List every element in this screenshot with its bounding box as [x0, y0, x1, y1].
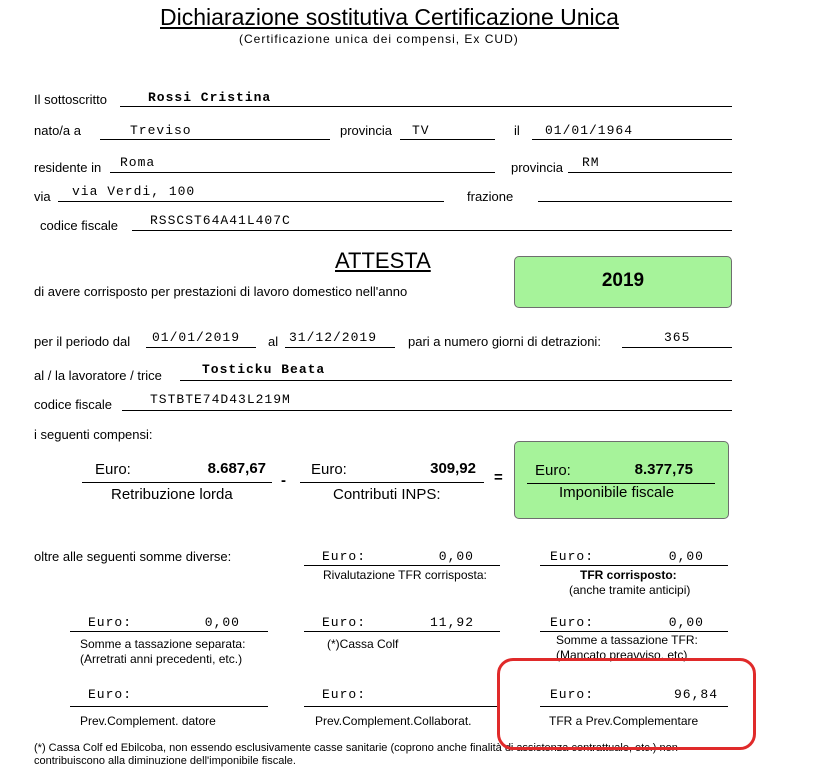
birth-date-label: il	[514, 123, 520, 138]
residence-city-underline	[110, 172, 495, 173]
rivalutazione-underline	[304, 565, 500, 566]
colf-label: (*)Cassa Colf	[327, 637, 399, 651]
lorda-value[interactable]: 8.687,67	[207, 460, 266, 477]
inps-underline	[300, 482, 484, 483]
tassazione-tfr-note: (Mancato preavviso, etc)	[556, 648, 688, 662]
residence-prov-field[interactable]: RM	[582, 155, 600, 170]
born-prov-underline	[400, 139, 495, 140]
tfr-label: TFR corrisposto:	[580, 568, 677, 582]
highlight-annotation	[497, 658, 756, 750]
frazione-underline	[538, 201, 732, 202]
lorda-underline	[82, 482, 272, 483]
born-prov-field[interactable]: TV	[412, 123, 430, 138]
diverse-label: oltre alle seguenti somme diverse:	[34, 549, 232, 564]
tfr-prev-currency: Euro:	[550, 687, 595, 702]
colf-value[interactable]: 11,92	[429, 615, 474, 630]
worker-name-underline	[180, 380, 732, 381]
lorda-label: Retribuzione lorda	[111, 486, 233, 503]
sottoscritto-label: Il sottoscritto	[34, 92, 107, 107]
tassazione-tfr-currency: Euro:	[550, 615, 595, 630]
lorda-currency: Euro:	[95, 461, 131, 478]
birth-date-underline	[532, 139, 732, 140]
cf-underline	[132, 230, 732, 231]
imponibile-currency: Euro:	[535, 462, 571, 479]
street-field[interactable]: via Verdi, 100	[72, 184, 196, 199]
collab-underline	[304, 706, 500, 707]
worker-cf-label: codice fiscale	[34, 397, 113, 412]
separata-note: (Arretrati anni precedenti, etc.)	[80, 652, 243, 666]
tassazione-tfr-value[interactable]: 0,00	[668, 615, 704, 630]
rivalutazione-currency: Euro:	[322, 549, 367, 564]
cf-field[interactable]: RSSCST64A41L407C	[150, 213, 291, 228]
worker-name-field[interactable]: Tosticku Beata	[202, 362, 326, 377]
colf-currency: Euro:	[322, 615, 367, 630]
cf-label: codice fiscale	[40, 218, 119, 233]
born-prov-label: provincia	[340, 123, 393, 138]
period-to-label: al	[268, 334, 279, 349]
colf-underline	[304, 631, 500, 632]
worker-cf-underline	[122, 410, 732, 411]
residence-city-field[interactable]: Roma	[120, 155, 156, 170]
tfr-prev-label: TFR a Prev.Complementare	[549, 714, 699, 728]
tfr-prev-value[interactable]: 96,84	[673, 687, 718, 702]
footnote-line-1: (*) Cassa Colf ed Ebilcoba, non essendo esclusivamente casse sanitarie (coprono anche finalità di assistenza contrattuale, etc.) non	[34, 742, 678, 754]
period-to-underline	[285, 347, 395, 348]
tfr-note: (anche tramite anticipi)	[569, 583, 691, 597]
residence-label: residente in	[34, 160, 102, 175]
footnote-line-2: contribuiscono alla diminuzione dell'imponibile fiscale.	[34, 755, 296, 767]
minus-sign: -	[281, 472, 286, 489]
datore-label: Prev.Complement. datore	[80, 714, 216, 728]
residence-prov-label: provincia	[511, 160, 564, 175]
sottoscritto-name-field[interactable]: Rossi Cristina	[148, 90, 272, 105]
period-from-underline	[146, 347, 256, 348]
equals-sign: =	[494, 469, 503, 486]
tassazione-tfr-label: Somme a tassazione TFR:	[556, 633, 698, 647]
born-city-field[interactable]: Treviso	[130, 123, 192, 138]
period-from-label: per il periodo dal	[34, 334, 131, 349]
rivalutazione-value[interactable]: 0,00	[438, 549, 474, 564]
born-label: nato/a a	[34, 123, 81, 138]
separata-underline	[70, 631, 268, 632]
year-value: 2019	[601, 270, 645, 291]
attesta-text: di avere corrisposto per prestazioni di lavoro domestico nell'anno	[34, 284, 408, 299]
collab-currency: Euro:	[322, 687, 367, 702]
residence-prov-underline	[568, 172, 732, 173]
separata-label: Somme a tassazione separata:	[80, 637, 246, 651]
worker-label: al / la lavoratore / trice	[34, 368, 162, 383]
tassazione-tfr-underline	[540, 631, 728, 632]
inps-label: Contributi INPS:	[333, 486, 441, 503]
separata-currency: Euro:	[88, 615, 133, 630]
period-from-field[interactable]: 01/01/2019	[152, 330, 241, 345]
imponibile-value: 8.377,75	[634, 461, 693, 478]
tfr-currency: Euro:	[550, 549, 595, 564]
collab-label: Prev.Complement.Collaborat.	[315, 714, 472, 728]
days-field[interactable]: 365	[664, 330, 691, 345]
compensi-label: i seguenti compensi:	[34, 427, 153, 442]
days-label: pari a numero giorni di detrazioni:	[408, 334, 601, 349]
page-title: Dichiarazione sostitutiva Certificazione Unica	[160, 4, 619, 30]
imponibile-label: Imponibile fiscale	[559, 484, 675, 501]
inps-currency: Euro:	[311, 461, 347, 478]
tfr-underline	[540, 565, 728, 566]
street-label: via	[34, 189, 51, 204]
street-underline	[58, 201, 444, 202]
datore-underline	[70, 706, 268, 707]
datore-currency: Euro:	[88, 687, 133, 702]
frazione-label: frazione	[467, 189, 514, 204]
birth-date-field[interactable]: 01/01/1964	[545, 123, 634, 138]
year-box[interactable]	[514, 256, 732, 308]
worker-cf-field[interactable]: TSTBTE74D43L219M	[150, 392, 291, 407]
imponibile-box[interactable]	[514, 441, 729, 519]
sottoscritto-name-underline	[120, 106, 732, 107]
days-underline	[622, 347, 732, 348]
born-city-underline	[100, 139, 330, 140]
page-subtitle: (Certificazione unica dei compensi, Ex CUD)	[239, 32, 519, 46]
tfr-value[interactable]: 0,00	[668, 549, 704, 564]
period-to-field[interactable]: 31/12/2019	[289, 330, 378, 345]
separata-value[interactable]: 0,00	[204, 615, 240, 630]
inps-value[interactable]: 309,92	[430, 460, 476, 477]
rivalutazione-label: Rivalutazione TFR corrisposta:	[323, 568, 487, 582]
attesta-heading: ATTESTA	[335, 248, 431, 273]
